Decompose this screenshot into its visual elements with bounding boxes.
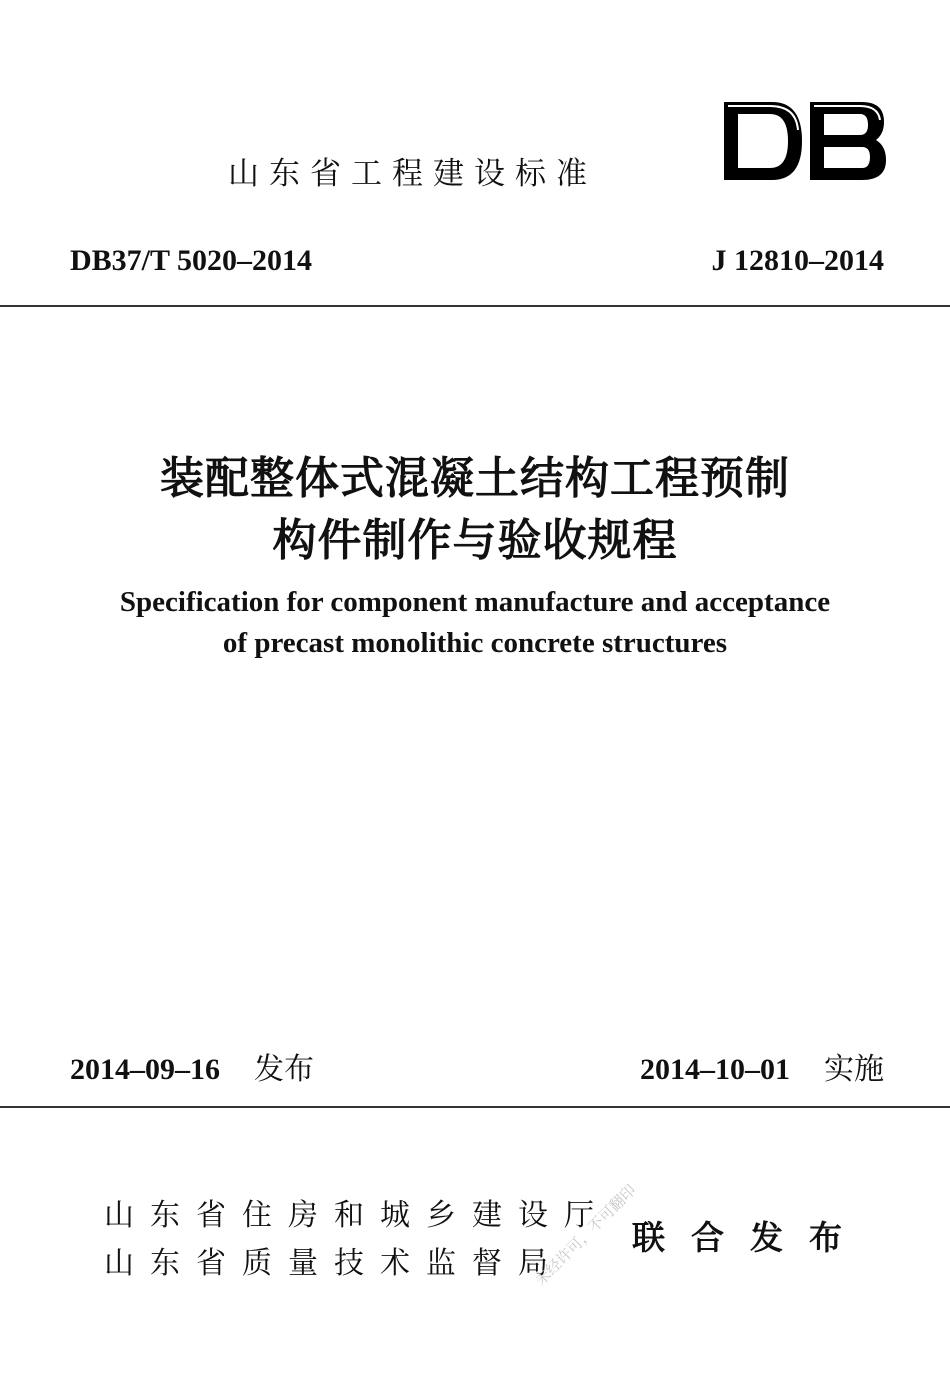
- bottom-divider: [0, 1106, 950, 1108]
- record-code: J 12810–2014: [711, 244, 884, 277]
- issuer-line2: 山东省质量技术监督局: [104, 1247, 564, 1280]
- issue-date-block: [70, 1044, 314, 1088]
- watermark: 未经许可，不可翻印: [532, 1181, 640, 1290]
- title-cn-line2: 构件制作与验收规程: [272, 516, 678, 565]
- effective-label: 实施: [824, 1053, 884, 1086]
- title-cn-line1: 装配整体式混凝土结构工程预制: [160, 454, 790, 503]
- issuer-line1: 山东省住房和城乡建设厅: [104, 1199, 610, 1232]
- top-divider: [0, 305, 950, 307]
- effective-date: 2014–10–01: [640, 1053, 790, 1086]
- title-en-line1: Specification for component manufacture and acceptance: [119, 586, 831, 618]
- title-en-line2: of precast monolithic concrete structures: [222, 627, 728, 659]
- db-logo: [722, 100, 888, 182]
- issue-date: 2014–09–16: [70, 1053, 220, 1086]
- standard-code: DB37/T 5020–2014: [70, 244, 312, 277]
- effective-date-block: [640, 1044, 884, 1088]
- standard-series: 山东省工程建设标准: [228, 156, 597, 191]
- joint-issue-label: 联合发布: [632, 1219, 868, 1256]
- issue-label: 发布: [254, 1053, 314, 1086]
